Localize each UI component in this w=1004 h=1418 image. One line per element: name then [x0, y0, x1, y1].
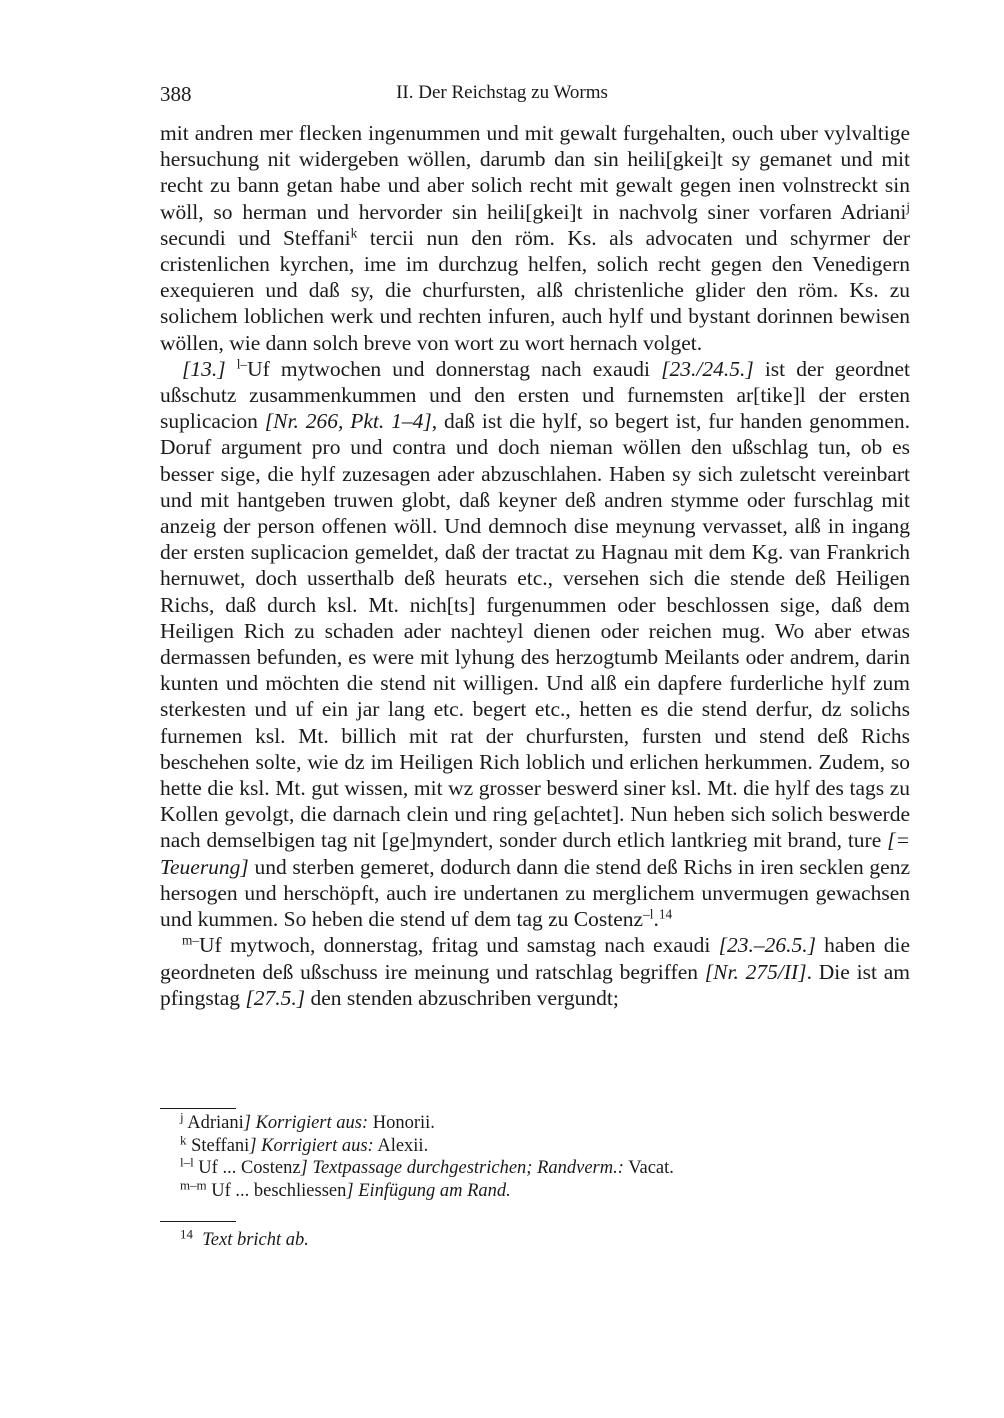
note-mark: 14	[180, 1226, 193, 1242]
critical-apparatus	[160, 1109, 910, 1202]
apparatus-note-l: $^{l-l}$ Uf ... Costenz] Textpassage durchgestrichen; Randverm.: Vacat.	[180, 1154, 674, 1179]
note-mark: j	[180, 1109, 184, 1125]
note-comment: Textpassage durchgestrichen; Randverm.:	[312, 1158, 624, 1179]
note-mark: m–m	[180, 1177, 207, 1193]
text-run: secundi und Steffani	[160, 225, 351, 250]
note-reading: Honorii.	[372, 1113, 435, 1133]
page-number: 388	[160, 82, 192, 106]
apparatus-note-j: $^j$ Adriani] Korrigiert aus: Honorii.	[180, 1109, 435, 1133]
note-comment: Korrigiert aus:	[255, 1113, 369, 1133]
paragraph-1	[160, 120, 910, 356]
text-run: tercii nun den röm. Ks. als advocaten und schyrmer der cristenlichen kyrchen, ime im durchzug helfen, solich recht gegen den Venedigern exequieren und daß sy, die churfursten, alß christenliche glider den röm. Ks. zu solichem loblichen werk und rechten infuren, auch hylf und bystant dorinnen bewisen wöllen, wie dann solch breve von wort zu wort hernach volget.	[160, 225, 910, 355]
apparatus-mark-k: k	[350, 225, 358, 241]
text-run: ist der geordnet ußschutz zusammenkummen und den ersten und furnemsten ar[tike]l der ersten suplicacion	[160, 356, 910, 434]
note-lemma: Uf ... beschliessen	[211, 1180, 347, 1201]
editorial-reference: [Nr. 266, Pkt. 1–4]	[264, 409, 432, 434]
editorial-date: [27.5.]	[245, 985, 306, 1010]
note-comment: Einfügung am Rand.	[358, 1180, 511, 1201]
text-run: , daß ist die hylf, so begert ist, fur handen genommen. Doruf argument pro und contra und doch nieman wöllen den ußschlag tun, ob es besser sige, die hylf zuzesagen ader abzuschlahen. Haben sy sich zuletscht vereinbart und mit hantgeben truwen globt, daß keyner deß andren stymme oder furschlag mit anzeig der person offenen wöll. Und demnoch dise meynung vervasset, alß in ingang der ersten suplicacion gemeldet, daß der tractat zu Hagnau mit dem Kg. van Frankrich hernuwet, doch usserthalb deß heurats etc., versehen sich die stende deß Heiligen Richs, daß durch ksl. Mt. nich[ts] furgenummen oder beschlossen sige, daß dem Heiligen Rich zu schaden ader nachteyl dienen oder reichen mug. Wo aber etwas dermassen befunden, es were mit lyhung des herzogtumb Meilants oder andrem, darin kunten und möchten die stend nit willigen. Und alß ein dapfere furderliche hylf zum sterkesten und uf ein jar lang etc. begert etc., hetten es die stend derfur, dz solichs furnemen ksl. Mt. billich mit rat der churfursten, fursten und stend deß Richs beschehen solte, wie dz im Heiligen Rich loblich und erlichen herkummen. Zudem, so hette die ksl. Mt. gut wissen, mit wz grosser beswerd siner ksl. Mt. die hylf des tags zu Kollen gevolgt, die darnach clein und ring ge[achtet]. Nun heben sich solich beswerde nach demselbigen tag nit [ge]myndert, sonder durch etlich lantkrieg mit brand, ture	[160, 409, 910, 853]
footnote-rule	[160, 1221, 236, 1222]
note-comment: Korrigiert aus:	[261, 1135, 374, 1156]
editorial-gloss: [= Teuerung]	[160, 828, 910, 879]
note-reading: Alexii.	[377, 1135, 429, 1156]
running-head: II. Der Reichstag zu Worms	[396, 82, 608, 103]
text-run: und sterben gemeret, dodurch dann die stend deß Richs in iren secklen genz hersogen und herschöpft, auch ire undertanen zu merglichem unvermugen gewachsen und kummen. So heben die stend uf dem tag zu Costenz	[160, 854, 910, 932]
apparatus-note-m: $^{m-m}$ Uf ... beschliessen] Einfügung am Rand.	[180, 1177, 511, 1201]
paragraph-m	[160, 932, 910, 1011]
footnote-text: Text bricht ab.	[202, 1230, 309, 1250]
apparatus-rule	[160, 1108, 236, 1109]
paragraph-13	[160, 356, 910, 932]
text-run: haben die geordneten deß ußschuss ire meinung und ratschlag begriffen	[160, 933, 910, 984]
text-run: Uf mytwoch, donnerstag, fritag und samstag nach exaudi	[199, 933, 719, 958]
text-run: .	[653, 907, 659, 932]
note-lemma: Adriani	[187, 1113, 244, 1133]
apparatus-mark-l-start: l–	[236, 356, 248, 372]
apparatus-mark-j: j	[906, 199, 910, 215]
footnotes	[160, 1226, 910, 1252]
text-run: . Die ist am pfingstag	[160, 959, 910, 1010]
note-reading: Vacat.	[628, 1158, 674, 1179]
footnote-14	[160, 1226, 910, 1252]
apparatus-note-k: $^k$ Steffani] Korrigiert aus: Alexii.	[180, 1132, 429, 1156]
main-text	[160, 120, 910, 1011]
section-number: [13.]	[182, 356, 226, 381]
text-run: den stenden abzuschriben vergundt;	[305, 985, 619, 1010]
text-run: Uf mytwochen und donnerstag nach exaudi	[247, 356, 662, 381]
editorial-date: [23.–26.5.]	[718, 933, 816, 958]
apparatus-mark-l-end: –l	[643, 906, 654, 922]
note-mark: k	[180, 1132, 187, 1148]
text-run: mit andren mer flecken ingenummen und mit gewalt furgehalten, ouch uber vylvaltige hersuchung nit widergeben wöllen, darumb dan sin heili[gkei]t sy gemanet und mit recht zu bann getan habe und aber solich recht mit gewalt gegen inen volnstreckt sin wöll, so herman und hervorder sin heili[gkei]t in nachvolg siner vorfaren Adriani	[160, 121, 910, 224]
note-mark: l–l	[180, 1154, 194, 1170]
editorial-reference: [Nr. 275/II]	[704, 959, 807, 984]
footnote-mark-14: 14	[658, 906, 673, 922]
note-lemma: Steffani	[191, 1135, 250, 1156]
apparatus-mark-m-start: m–	[182, 932, 200, 948]
editorial-date: [23./24.5.]	[661, 356, 754, 381]
note-lemma: Uf ... Costenz	[198, 1158, 301, 1179]
